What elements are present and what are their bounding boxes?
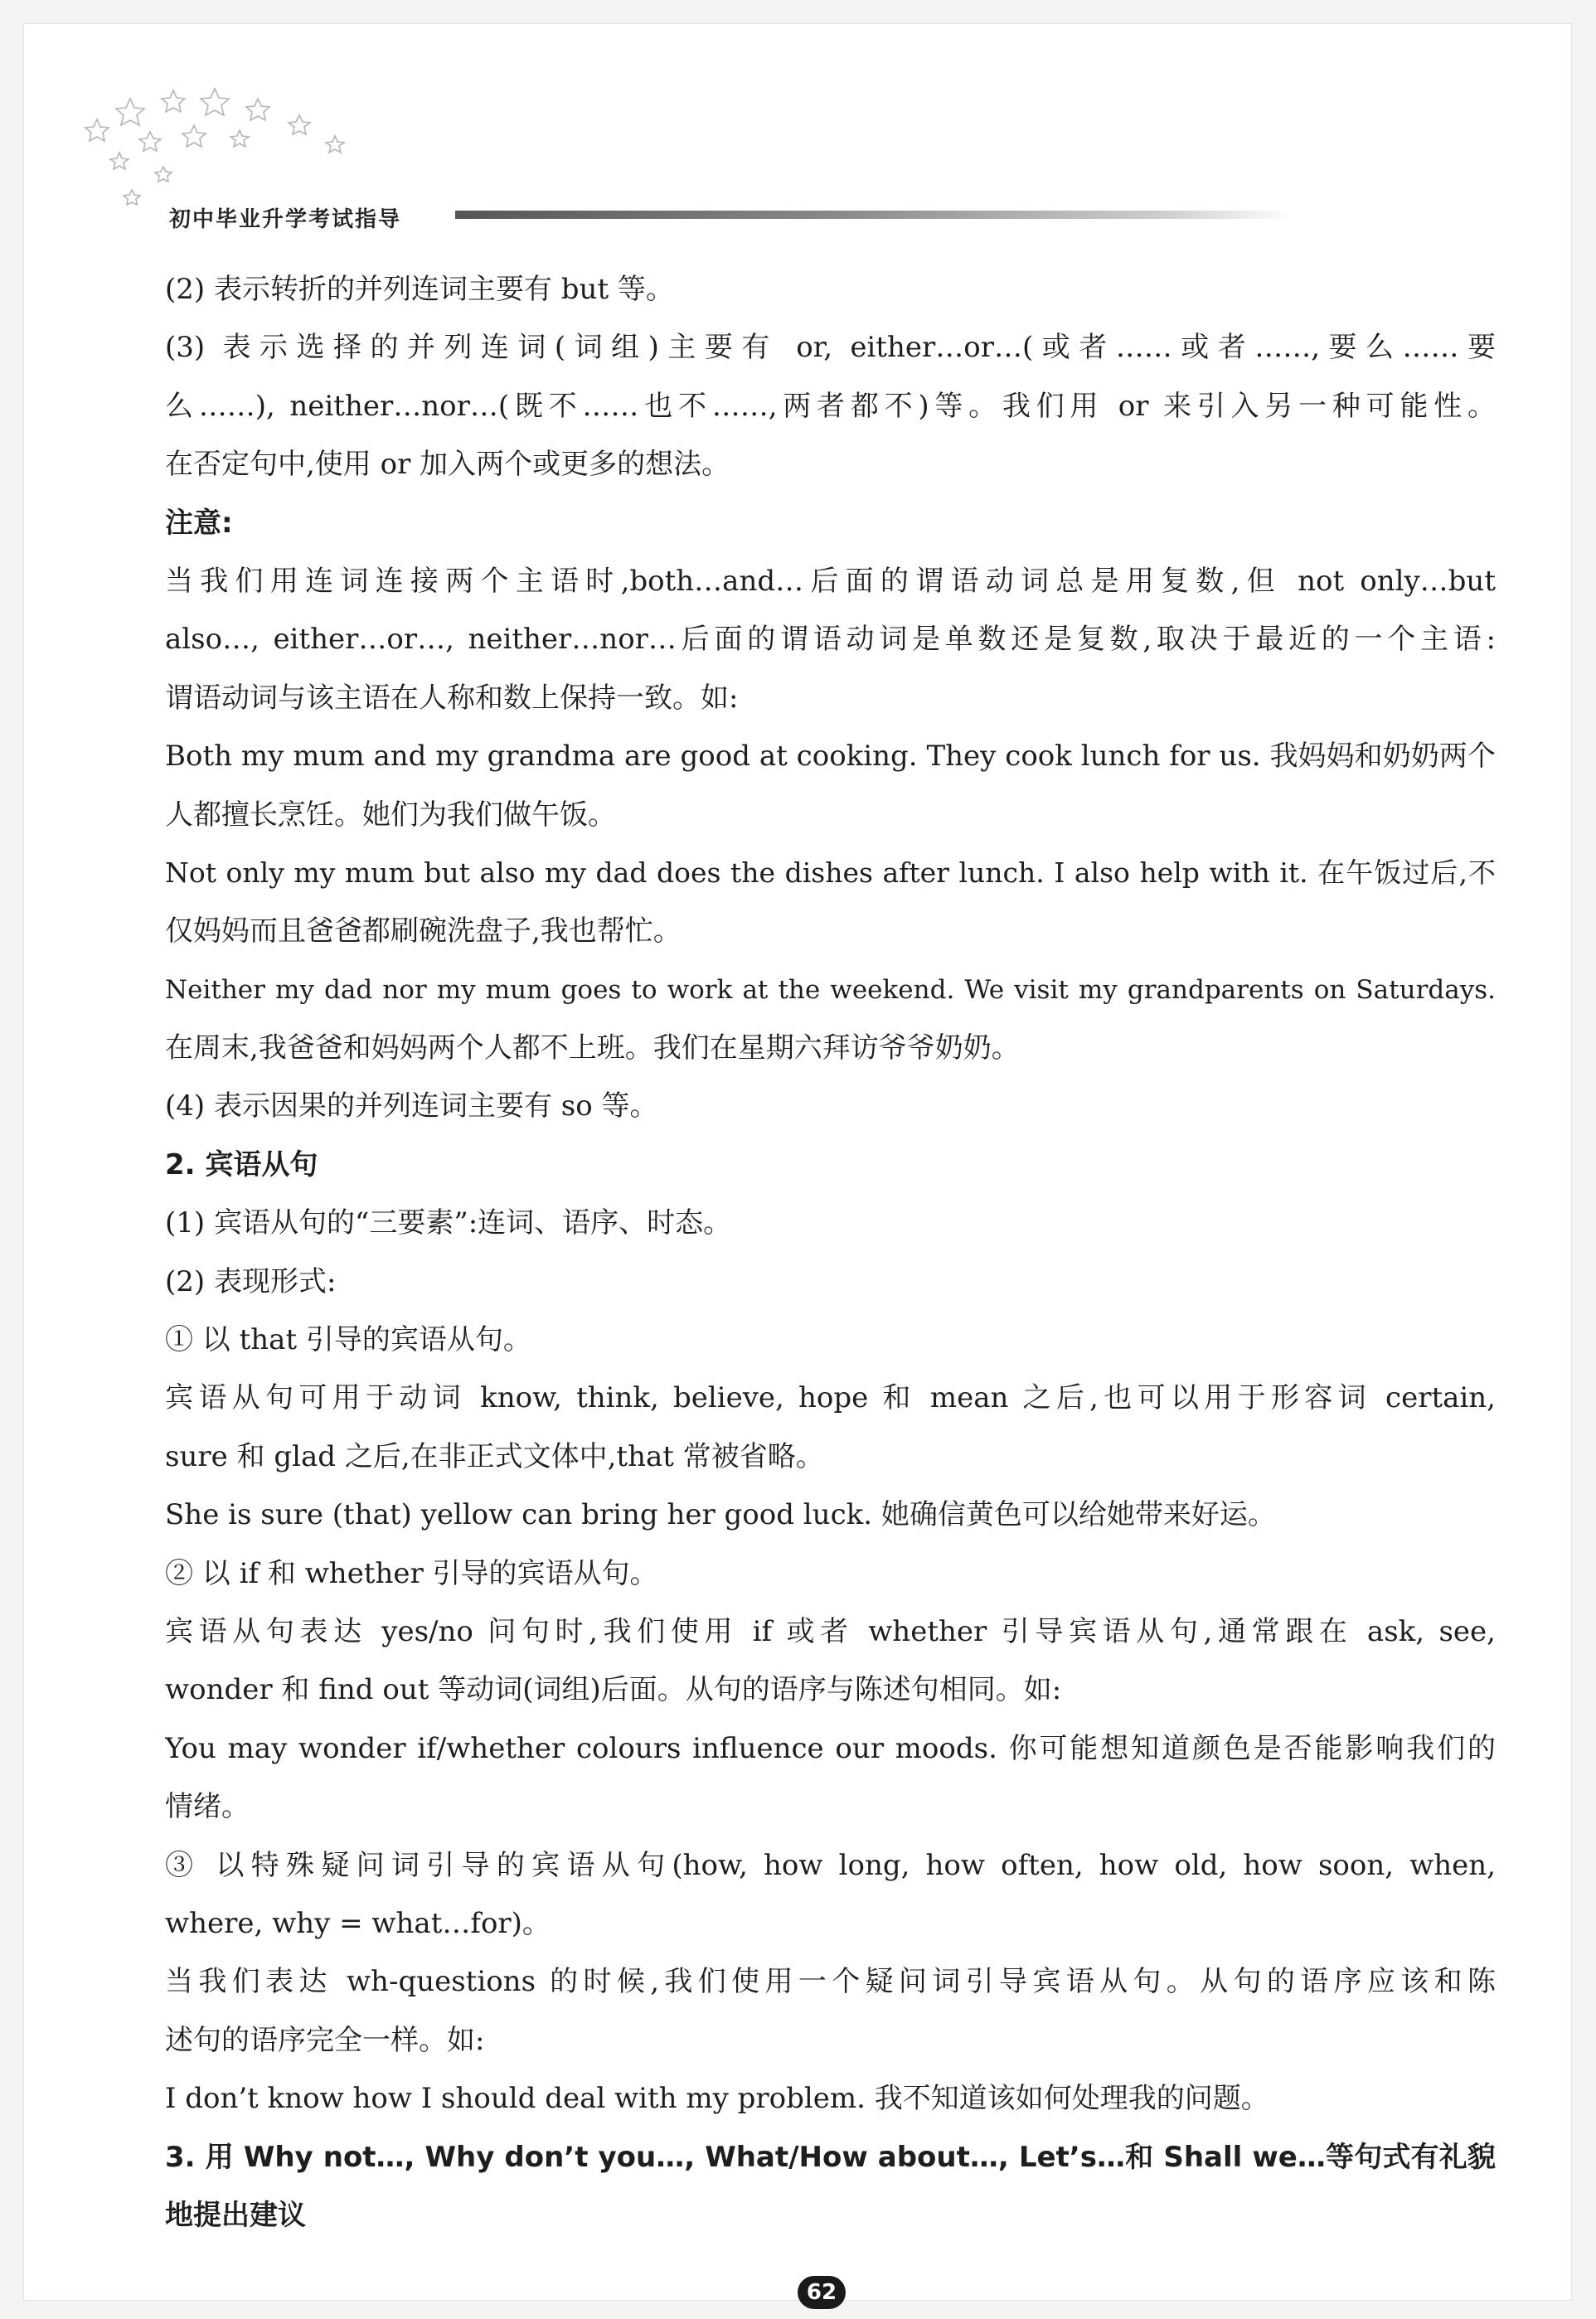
note-heading: 注意: [165, 506, 233, 540]
text-line: ① 以 that 引导的宾语从句。 [165, 1323, 531, 1357]
page [23, 23, 1572, 2305]
section-heading-suggestions-cont: 地提出建议 [165, 2198, 306, 2232]
text-line: 谓语动词与该主语在人称和数上保持一致。如: [165, 681, 739, 715]
text-line: 在否定句中,使用 or 加入两个或更多的想法。 [165, 448, 730, 482]
text-line: 当我们用连词连接两个主语时,both…and…后面的谓语动词总是用复数,但 not only…but [165, 564, 1496, 598]
text-line: (4) 表示因果的并列连词主要有 so 等。 [165, 1089, 658, 1123]
example-line: 人都擅长烹饪。她们为我们做午饭。 [165, 798, 616, 832]
example-line: 在周末,我爸爸和妈妈两个人都不上班。我们在星期六拜访爷爷奶奶。 [165, 1031, 1020, 1065]
text-line: ② 以 if 和 whether 引导的宾语从句。 [165, 1556, 658, 1590]
section-heading-object-clause: 2. 宾语从句 [165, 1147, 318, 1181]
text-line: ③ 以特殊疑问词引导的宾语从句(how, how long, how often, how old, how soon, when, [165, 1848, 1496, 1882]
text-line: (3) 表示选择的并列连词(词组)主要有 or, either…or…(或者……或者……,要么……要 [165, 331, 1496, 365]
example-line: 情绪。 [165, 1790, 250, 1824]
header-rule [455, 211, 1293, 219]
text-line: where, why = what…for)。 [165, 1906, 551, 1940]
section-heading-suggestions: 3. 用 Why not…, Why don’t you…, What/How about…, Let’s…和 Shall we…等句式有礼貌 [165, 2140, 1496, 2174]
text-line: (1) 宾语从句的“三要素”:连词、语序、时态。 [165, 1206, 732, 1240]
text-line: (2) 表示转折的并列连词主要有 but 等。 [165, 273, 674, 306]
text-line: 宾语从句表达 yes/no 问句时,我们使用 if 或者 whether 引导宾语从句,通常跟在 ask, see, [165, 1614, 1496, 1648]
text-line: 述句的语序完全一样。如: [165, 2023, 485, 2057]
example-line: Both my mum and my grandma are good at cooking. They cook lunch for us. 我妈妈和奶奶两个 [165, 740, 1496, 774]
example-line: Neither my dad nor my mum goes to work at the weekend. We visit my grandparents on Saturdays. [165, 974, 1496, 1005]
example-line: You may wonder if/whether colours influence our moods. 你可能想知道颜色是否能影响我们的 [165, 1731, 1496, 1765]
page-number-badge: 62 [798, 2276, 846, 2309]
example-line: She is sure (that) yellow can bring her good luck. 她确信黄色可以给她带来好运。 [165, 1498, 1276, 1532]
text-line: 宾语从句可用于动词 know, think, believe, hope 和 mean 之后,也可以用于形容词 certain, [165, 1381, 1496, 1415]
star-decoration-icon [82, 74, 480, 223]
example-line: I don’t know how I should deal with my problem. 我不知道该如何处理我的问题。 [165, 2082, 1269, 2116]
text-line: wonder 和 find out 等动词(词组)后面。从句的语序与陈述句相同。如: [165, 1673, 1062, 1707]
text-line: 么……), neither…nor…(既不……也不……,两者都不)等。我们用 or 来引入另一种可能性。 [165, 389, 1496, 423]
example-line: 仅妈妈而且爸爸都刷碗洗盘子,我也帮忙。 [165, 915, 682, 948]
header-title: 初中毕业升学考试指导 [169, 207, 402, 232]
text-line: (2) 表现形式: [165, 1264, 337, 1298]
page-content [165, 260, 1496, 2244]
example-line: Not only my mum but also my dad does the dishes after lunch. I also help with it. 在午饭过后,不 [165, 856, 1496, 889]
text-line: also…, either…or…, neither…nor…后面的谓语动词是单数还是复数,取决于最近的一个主语: [165, 623, 1496, 657]
text-line: 当我们表达 wh-questions 的时候,我们使用一个疑问词引导宾语从句。从句的语序应该和陈 [165, 1965, 1496, 1999]
text-line: sure 和 glad 之后,在非正式文体中,that 常被省略。 [165, 1439, 824, 1473]
